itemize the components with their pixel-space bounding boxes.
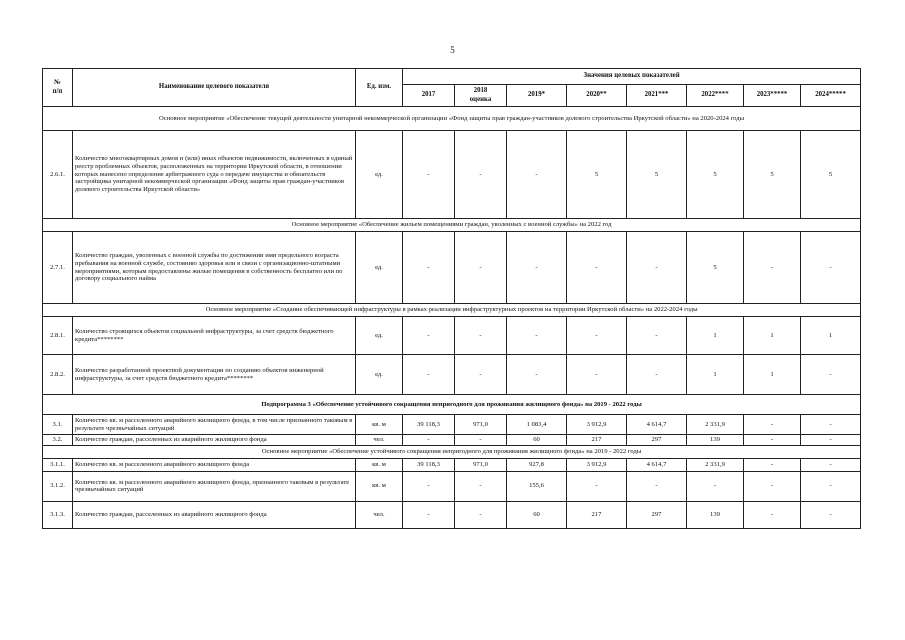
- row-num: 2.6.1.: [43, 131, 73, 219]
- table-row: [43, 458, 861, 471]
- page-number: 5: [450, 45, 455, 55]
- section-row: [43, 107, 861, 131]
- row-name: Количество многоквартирных домов и (или) иных объектов недвижимости, включенных в единый реестр проблемных объектов, расположенных на территории Иркутской области, в отношении которых вынесено определение арбитражного суда о передаче имущества и обязательств застройщика унитарной некоммерческой организации «Фонд защиты прав граждан-участников долевого строительства Иркутской области»: [73, 131, 356, 219]
- row-value: 39 118,3: [403, 458, 455, 471]
- row-value: 5: [687, 232, 744, 304]
- table-row: [43, 415, 861, 435]
- section-title: Основное мероприятие «Обеспечение текущей деятельности унитарной некоммерческой организации «Фонд защиты прав граждан-участников долевого строительства Иркутской области» на 2020-2024 годы: [43, 107, 861, 131]
- row-value: -: [567, 317, 627, 355]
- table-row: [43, 131, 861, 219]
- row-name: Количество граждан, расселенных из аварийного жилищного фонда: [73, 435, 356, 446]
- row-value: 60: [507, 501, 567, 528]
- row-unit: ед.: [356, 355, 403, 395]
- table-row: [43, 317, 861, 355]
- row-value: -: [507, 131, 567, 219]
- row-value: 3 912,9: [567, 415, 627, 435]
- row-value: 155,6: [507, 471, 567, 501]
- row-value: 1: [687, 317, 744, 355]
- row-value: -: [567, 232, 627, 304]
- row-unit: ед.: [356, 317, 403, 355]
- row-value: 5: [744, 131, 801, 219]
- subprogram-title: Подпрограмма 3 «Обеспечение устойчивого сокращения непригодного для проживания жилищного фонда» на 2019 - 2022 годы: [43, 395, 861, 415]
- row-value: -: [744, 501, 801, 528]
- header-year: 2018 оценка: [455, 85, 507, 107]
- row-num: 2.7.1.: [43, 232, 73, 304]
- row-value: 971,0: [455, 458, 507, 471]
- header-year: 2022****: [687, 85, 744, 107]
- subprogram-row: [43, 395, 861, 415]
- row-num: 3.1.1.: [43, 458, 73, 471]
- header-values-title: Значения целевых показателей: [403, 69, 861, 85]
- header-unit: Ед. изм.: [356, 69, 403, 107]
- table-row: [43, 232, 861, 304]
- table-row: [43, 435, 861, 446]
- row-unit: ед.: [356, 131, 403, 219]
- row-value: -: [744, 471, 801, 501]
- row-value: 2 331,9: [687, 458, 744, 471]
- row-value: -: [627, 317, 687, 355]
- row-value: -: [455, 501, 507, 528]
- row-value: -: [687, 471, 744, 501]
- section-title: Основное мероприятие «Обеспечение устойчивого сокращения непригодного для проживания жилищного фонда» на 2019 - 2022 годы: [43, 445, 861, 458]
- row-name: Количество граждан, расселенных из аварийного жилищного фонда: [73, 501, 356, 528]
- row-value: -: [507, 355, 567, 395]
- row-value: -: [403, 471, 455, 501]
- row-value: 1: [744, 317, 801, 355]
- section-row: [43, 304, 861, 317]
- header-row-1: [43, 69, 861, 85]
- row-value: 1: [801, 317, 861, 355]
- row-unit: чел.: [356, 435, 403, 446]
- row-value: 217: [567, 435, 627, 446]
- row-value: -: [627, 355, 687, 395]
- row-value: -: [744, 435, 801, 446]
- row-value: -: [455, 435, 507, 446]
- row-value: -: [403, 131, 455, 219]
- row-num: 2.8.2.: [43, 355, 73, 395]
- row-value: -: [403, 435, 455, 446]
- row-value: -: [403, 232, 455, 304]
- row-value: 139: [687, 501, 744, 528]
- row-value: 297: [627, 501, 687, 528]
- table-row: [43, 501, 861, 528]
- row-value: 5: [687, 131, 744, 219]
- row-value: 297: [627, 435, 687, 446]
- section-row: [43, 445, 861, 458]
- indicators-table: [42, 68, 861, 529]
- row-value: -: [744, 415, 801, 435]
- row-value: 971,0: [455, 415, 507, 435]
- row-value: -: [801, 415, 861, 435]
- row-value: 139: [687, 435, 744, 446]
- row-name: Количество разработанной проектной документации по созданию объектов инженерной инфраструктуры, за счет средств бюджетного кредита********: [73, 355, 356, 395]
- row-unit: чел.: [356, 501, 403, 528]
- row-name: Количество граждан, уволенных с военной службы по достижении ими предельного возраста пребывания на военной службе, состоянию здоровья или в связи с организационно-штатными мероприятиями, которым предоставлены жилые помещения в собственность бесплатно или по договору социального найма: [73, 232, 356, 304]
- row-value: 39 118,3: [403, 415, 455, 435]
- row-num: 3.1.3.: [43, 501, 73, 528]
- row-value: -: [455, 471, 507, 501]
- row-value: -: [455, 131, 507, 219]
- table-row: [43, 471, 861, 501]
- row-value: -: [744, 232, 801, 304]
- row-value: 217: [567, 501, 627, 528]
- row-unit: кв. м: [356, 458, 403, 471]
- header-year: 2021***: [627, 85, 687, 107]
- header-num: № п/п: [43, 69, 73, 107]
- row-value: 4 614,7: [627, 415, 687, 435]
- row-unit: кв. м: [356, 471, 403, 501]
- row-value: -: [627, 471, 687, 501]
- row-value: 1: [687, 355, 744, 395]
- row-value: 2 331,9: [687, 415, 744, 435]
- row-num: 2.8.1.: [43, 317, 73, 355]
- row-unit: кв. м: [356, 415, 403, 435]
- row-name: Количество строящихся объектов социальной инфраструктуры, за счет средств бюджетного кредита********: [73, 317, 356, 355]
- row-value: -: [507, 232, 567, 304]
- row-value: -: [744, 458, 801, 471]
- section-title: Основное мероприятие «Обеспечение жильем помещениями граждан, уволенных с военной службы» на 2022 год: [43, 219, 861, 232]
- table-row: [43, 355, 861, 395]
- row-value: -: [403, 501, 455, 528]
- row-value: -: [801, 232, 861, 304]
- section-row: [43, 219, 861, 232]
- row-value: -: [403, 317, 455, 355]
- row-value: 927,8: [507, 458, 567, 471]
- header-year: 2020**: [567, 85, 627, 107]
- header-year: 2019*: [507, 85, 567, 107]
- row-value: 1 083,4: [507, 415, 567, 435]
- row-name: Количество кв. м расселенного аварийного жилищного фонда, признанного таковым в результате чрезвычайных ситуаций: [73, 471, 356, 501]
- row-value: -: [801, 458, 861, 471]
- row-value: -: [455, 355, 507, 395]
- row-value: -: [567, 471, 627, 501]
- row-value: 1: [744, 355, 801, 395]
- row-value: 60: [507, 435, 567, 446]
- row-value: 5: [567, 131, 627, 219]
- row-value: -: [455, 232, 507, 304]
- header-name: Наименование целевого показателя: [73, 69, 356, 107]
- row-value: -: [627, 232, 687, 304]
- row-value: 5: [627, 131, 687, 219]
- row-value: -: [801, 355, 861, 395]
- row-value: -: [403, 355, 455, 395]
- row-value: -: [567, 355, 627, 395]
- row-value: -: [801, 471, 861, 501]
- row-value: 4 614,7: [627, 458, 687, 471]
- row-num: 3.1.: [43, 415, 73, 435]
- header-year: 2017: [403, 85, 455, 107]
- row-value: -: [801, 501, 861, 528]
- row-unit: ед.: [356, 232, 403, 304]
- section-title: Основное мероприятие «Создание обеспечивающей инфраструктуры в рамках реализации инфраструктурных проектов на территории Иркутской области» на 2022-2024 годы: [43, 304, 861, 317]
- row-value: 3 912,9: [567, 458, 627, 471]
- row-value: -: [507, 317, 567, 355]
- row-name: Количество кв. м расселенного аварийного жилищного фонда: [73, 458, 356, 471]
- row-value: -: [455, 317, 507, 355]
- row-value: 5: [801, 131, 861, 219]
- header-year: 2024*****: [801, 85, 861, 107]
- row-name: Количество кв. м расселенного аварийного жилищного фонда, в том числе признанного таковым в результате чрезвычайных ситуаций: [73, 415, 356, 435]
- row-num: 3.1.2.: [43, 471, 73, 501]
- header-year: 2023*****: [744, 85, 801, 107]
- row-value: -: [801, 435, 861, 446]
- row-num: 3.2.: [43, 435, 73, 446]
